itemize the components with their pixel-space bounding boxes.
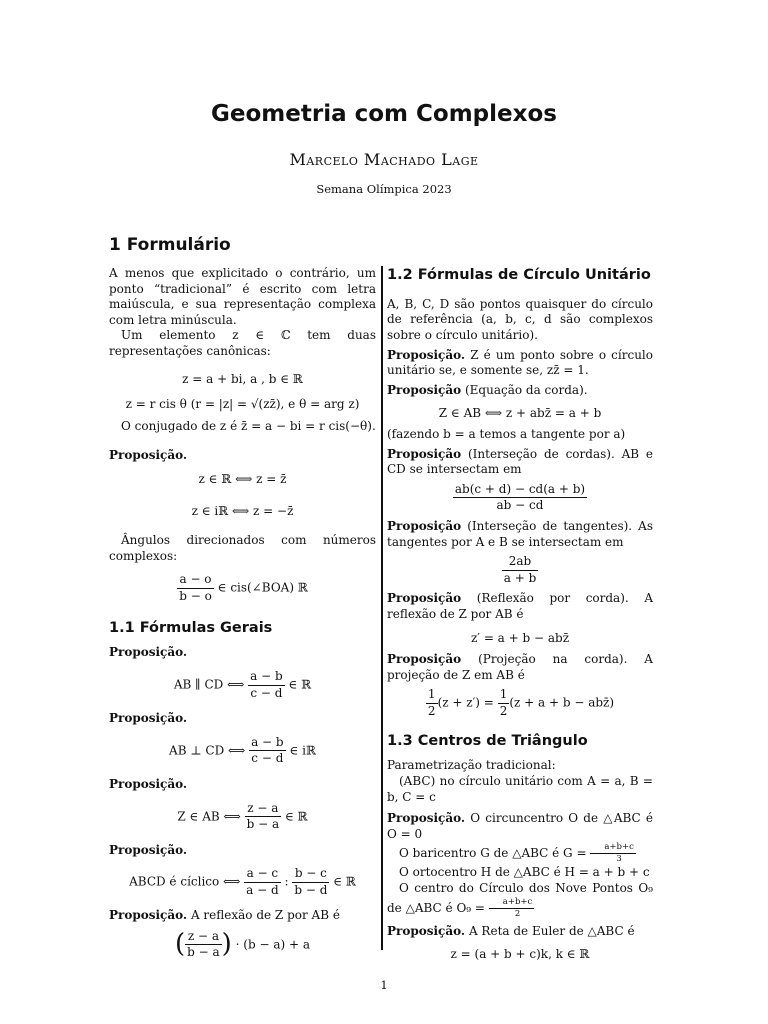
proposition-text: (Interseção de tangentes). As tangentes por A e B se intersectam em xyxy=(387,518,653,549)
fraction-denominator: a − d xyxy=(246,882,279,897)
equation-tail: ∈ cis(∠BOA) ℝ xyxy=(217,580,308,595)
barycenter-line xyxy=(387,842,653,865)
proposition-text: A Reta de Euler de △ABC é xyxy=(468,923,635,938)
fraction-denominator: c − d xyxy=(251,751,284,766)
equation-tail: ∈ ℝ xyxy=(284,809,308,824)
proposition-label: Proposição. xyxy=(109,776,188,791)
angles-paragraph: Ângulos direcionados com números complexos: xyxy=(109,533,376,563)
fraction-denominator: 2 xyxy=(499,703,508,718)
equation-tail: ∈ ℝ xyxy=(288,677,312,692)
proposition-label: Proposição. xyxy=(387,811,466,826)
fraction-numerator: z − a xyxy=(185,929,222,946)
equation-lhs: AB ∥ CD ⟺ xyxy=(173,677,245,692)
equation-chord: Z ∈ AB ⟺ z + abz̄ = a + b xyxy=(438,406,602,421)
fraction-numerator: ab(c + d) − cd(a + b) xyxy=(453,482,587,499)
proposition-label: Proposição. xyxy=(109,842,188,857)
fraction-numerator: 1 xyxy=(426,687,438,704)
fraction-numerator: b − c xyxy=(292,866,329,883)
fraction-denominator: 2 xyxy=(427,703,436,718)
open-paren: ( xyxy=(174,929,186,960)
equation-tangent-intersection xyxy=(387,554,653,586)
orthocenter-line: O ortocentro H de △ABC é H = a + b + c xyxy=(399,865,650,880)
proposition-label: Proposição xyxy=(387,382,462,397)
fraction-numerator: z − a xyxy=(245,801,282,818)
equation-lhs: ABCD é cíclico ⟺ xyxy=(129,874,241,889)
fraction-denominator: c − d xyxy=(250,685,283,700)
fraction-denominator: a + b xyxy=(503,570,537,585)
column-divider xyxy=(381,266,383,950)
fraction-numerator: 2ab xyxy=(502,554,539,571)
equation-middle: (z + z′) = xyxy=(437,695,494,710)
proposition-text: (Projeção na corda). A projeção de Z em AB é xyxy=(387,652,653,682)
equation-tail: ∈ iℝ xyxy=(289,743,316,758)
fraction-numerator: a+b+c xyxy=(590,842,636,854)
section-heading-formulario: 1 Formulário xyxy=(109,235,231,255)
nine-point-text: O centro do Círculo dos Nove Pontos O₉ de △ABC é O₉ = xyxy=(387,881,653,915)
fraction-denominator: b − a xyxy=(187,945,220,960)
equation-euler-line: z = (a + b + c)k, k ∈ ℝ xyxy=(450,947,590,962)
equation-lhs: AB ⊥ CD ⟺ xyxy=(169,743,246,758)
paper-title: Geometria com Complexos xyxy=(211,101,557,127)
proposition-label: Proposição xyxy=(387,446,462,461)
fraction-numerator: a − c xyxy=(244,866,281,883)
proposition-label: Proposição. xyxy=(387,923,466,938)
proposition-text: Z é um ponto sobre o círculo unitário se, e somente se, zz̄ = 1. xyxy=(387,347,653,378)
equation-collinear xyxy=(109,801,376,833)
equation-tail: · (b − a) + a xyxy=(235,937,311,952)
section-heading-circulo-unitario: 1.2 Fórmulas de Círculo Unitário xyxy=(387,267,651,283)
unit-circle-intro: A, B, C, D são pontos quaisquer do círculo de referência (a, b, c, d são complexos sobre o círculo unitário). xyxy=(387,296,653,343)
parametrization-text: Parametrização tradicional: xyxy=(387,758,556,773)
equation-imag: z ∈ iℝ ⟺ z = −z̄ xyxy=(191,503,294,518)
author-name: Marcelo Machado Lage xyxy=(289,150,479,169)
event-name: Semana Olímpica 2023 xyxy=(316,182,452,196)
fraction-denominator: b − o xyxy=(179,588,212,603)
proposition-label: Proposição. xyxy=(109,645,188,660)
equation-angle xyxy=(109,572,376,604)
fraction-denominator: 3 xyxy=(616,854,622,865)
equation-real: z ∈ ℝ ⟺ z = z̄ xyxy=(198,471,287,486)
close-paren: ) xyxy=(221,929,232,960)
fraction-numerator: a − b xyxy=(249,735,286,752)
conjugate-paragraph: O conjugado de z é z̄ = a − bi = r cis(−θ). xyxy=(121,418,376,433)
section-heading-centros: 1.3 Centros de Triângulo xyxy=(387,732,588,749)
equation-lhs: Z ∈ AB ⟺ xyxy=(177,809,241,824)
element-paragraph: Um elemento z ∈ ℂ tem duas representações canônicas: xyxy=(109,328,376,358)
proposition-label: Proposição. xyxy=(109,448,188,463)
equation-perpendicular xyxy=(109,735,376,767)
equation-tail: (z + a + b − abz̄) xyxy=(509,695,615,710)
ratio-colon: : xyxy=(284,874,289,889)
proposition-text: (Equação da corda). xyxy=(464,382,588,397)
fraction-denominator: b − a xyxy=(246,817,280,832)
fraction-denominator: 2 xyxy=(514,908,521,919)
fraction-denominator: ab − cd xyxy=(496,498,544,513)
proposition-label: Proposição. xyxy=(387,347,466,362)
equation-chord-intersection xyxy=(387,482,653,514)
proposition-text: A reflexão de Z por AB é xyxy=(190,908,340,923)
equation-chord-reflection: z′ = a + b − abz̄ xyxy=(470,630,570,645)
proposition-label: Proposição xyxy=(387,518,462,533)
proposition-label: Proposição xyxy=(387,591,462,606)
equation-rep2: z = r cis θ (r = |z| = √(zz̄), e θ = arg z) xyxy=(125,397,360,412)
equation-parallel xyxy=(109,669,376,701)
right-column xyxy=(387,266,653,968)
proposition-label: Proposição xyxy=(387,652,462,667)
proposition-label: Proposição. xyxy=(109,908,188,923)
fraction-numerator: a − b xyxy=(248,669,285,686)
nine-point-line xyxy=(387,881,653,920)
intro-paragraph: A menos que explicitado o contrário, um ponto “tradicional” é escrito com letra maiúscula, e sua representação complexa com letra minúscula. xyxy=(109,266,376,327)
fraction-denominator: b − d xyxy=(294,882,328,897)
fraction-numerator: a − o xyxy=(177,572,214,589)
proposition-text: O circuncentro O de △ABC é O = 0 xyxy=(387,811,653,841)
page-number: 1 xyxy=(380,978,388,992)
equation-cyclic xyxy=(109,866,376,898)
barycenter-text: O baricentro G de △ABC é G = xyxy=(399,846,587,861)
section-heading-formulas-gerais: 1.1 Fórmulas Gerais xyxy=(109,619,273,636)
equation-chord-projection xyxy=(387,687,653,719)
fraction-numerator: a+b+c xyxy=(489,897,535,909)
equation-reflection xyxy=(109,928,376,962)
equation-rep1: z = a + bi, a , b ∈ ℝ xyxy=(182,371,303,386)
proposition-text: (Interseção de cordas). AB e CD se intersectam em xyxy=(387,446,653,477)
left-column xyxy=(109,266,376,967)
proposition-text: (Reflexão por corda). A reflexão de Z por AB é xyxy=(387,591,653,621)
fraction-numerator: 1 xyxy=(498,687,510,704)
equation-tail: ∈ ℝ xyxy=(333,874,356,889)
parametrization-detail: (ABC) no círculo unitário com A = a, B = b, C = c xyxy=(387,773,653,804)
tangent-note: (fazendo b = a temos a tangente por a) xyxy=(387,427,626,441)
proposition-label: Proposição. xyxy=(109,711,188,726)
